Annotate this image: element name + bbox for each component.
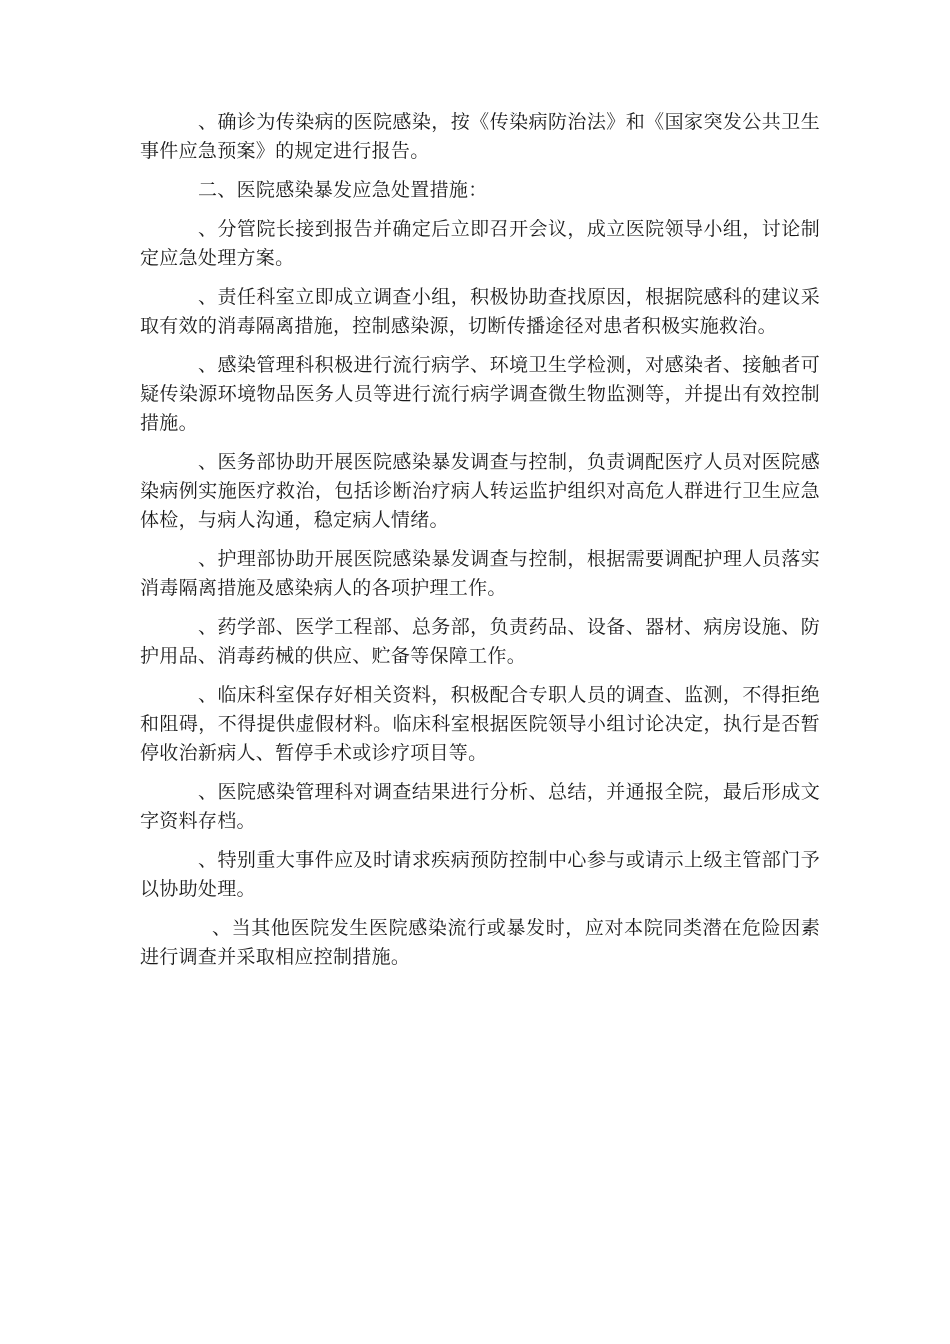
paragraph-clinical-departments: 、临床科室保存好相关资料，积极配合专职人员的调查、监测，不得拒绝和阻碍，不得提供虚假材料。临床科室根据医院领导小组讨论决定，执行是否暂停收治新病人、暂停手术或诊疗项目等。	[140, 684, 820, 764]
paragraph-analysis-summary: 、医院感染管理科对调查结果进行分析、总结，并通报全院，最后形成文字资料存档。	[140, 781, 820, 832]
paragraph-report-infectious: 、确诊为传染病的医院感染，按《传染病防治法》和《国家突发公共卫生事件应急预案》的规定进行报告。	[140, 111, 820, 162]
paragraph-nursing: 、护理部协助开展医院感染暴发调查与控制，根据需要调配护理人员落实消毒隔离措施及感染病人的各项护理工作。	[140, 548, 820, 599]
paragraph-responsible-department: 、责任科室立即成立调查小组，积极协助查找原因，根据院感科的建议采取有效的消毒隔离措施，控制感染源，切断传播途径对患者积极实施救治。	[140, 286, 820, 337]
paragraph-infection-management: 、感染管理科积极进行流行病学、环境卫生学检测，对感染者、接触者可疑传染源环境物品医务人员等进行流行病学调查微生物监测等，并提出有效控制措施。	[140, 354, 820, 434]
paragraph-deputy-director: 、分管院长接到报告并确定后立即召开会议，成立医院领导小组，讨论制定应急处理方案。	[140, 218, 820, 269]
document-page	[140, 108, 820, 982]
paragraph-logistics: 、药学部、医学工程部、总务部，负责药品、设备、器材、病房设施、防护用品、消毒药械的供应、贮备等保障工作。	[140, 616, 820, 667]
paragraph-major-events: 、特别重大事件应及时请求疾病预防控制中心参与或请示上级主管部门予以协助处理。	[140, 849, 820, 900]
section-heading-emergency-measures: 二、医院感染暴发应急处置措施：	[198, 179, 488, 201]
paragraph-medical-affairs: 、医务部协助开展医院感染暴发调查与控制，负责调配医疗人员对医院感染病例实施医疗救治，包括诊断治疗病人转运监护组织对高危人群进行卫生应急体检，与病人沟通，稳定病人情绪。	[140, 451, 820, 531]
paragraph-other-hospitals: 、当其他医院发生医院感染流行或暴发时，应对本院同类潜在危险因素进行调查并采取相应控制措施。	[140, 917, 820, 968]
